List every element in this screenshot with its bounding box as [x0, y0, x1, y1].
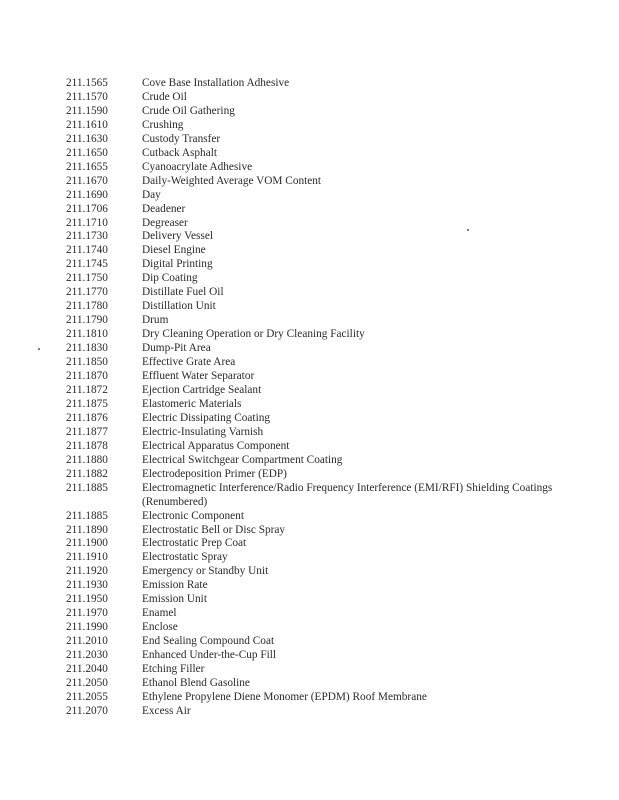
defined-term: Cove Base Installation Adhesive [142, 77, 290, 89]
list-item [66, 356, 596, 370]
list-item [66, 161, 596, 175]
defined-term: End Sealing Compound Coat [142, 635, 275, 648]
section-number: 211.1875 [66, 397, 108, 410]
section-number: 211.1890 [66, 523, 108, 536]
defined-term: Electric Dissipating Coating [142, 411, 271, 424]
list-item [66, 300, 596, 314]
list-item [66, 482, 596, 510]
list-item [66, 635, 596, 649]
section-number: 211.1790 [66, 314, 108, 327]
list-item [66, 398, 596, 412]
list-item [66, 258, 596, 272]
definitions-list [66, 77, 596, 719]
defined-term: Dump-Pit Area [142, 342, 211, 355]
section-number: 211.1745 [66, 258, 108, 271]
defined-term: Effluent Water Separator [142, 370, 255, 383]
defined-term: Crude Oil [142, 90, 187, 103]
section-number: 211.1740 [66, 244, 108, 257]
section-number: 211.1882 [66, 467, 108, 480]
section-number: 211.1950 [66, 593, 108, 606]
section-number: 211.2040 [66, 663, 108, 676]
list-item [66, 77, 596, 91]
defined-term: Custody Transfer [142, 132, 221, 145]
defined-term: Emergency or Standby Unit [142, 565, 269, 578]
list-item [66, 705, 596, 719]
scan-speck [38, 348, 40, 350]
section-number: 211.1910 [66, 551, 108, 564]
list-item [66, 468, 596, 482]
list-item [66, 244, 596, 258]
list-item [66, 440, 596, 454]
list-item [66, 105, 596, 119]
defined-term: Etching Filler [142, 663, 205, 676]
list-item [66, 524, 596, 538]
section-number: 211.2055 [66, 690, 108, 703]
list-item [66, 412, 596, 426]
defined-term: Electric-Insulating Varnish [142, 425, 264, 438]
defined-term: Distillate Fuel Oil [142, 286, 224, 299]
list-item [66, 286, 596, 300]
section-number: 211.2010 [66, 635, 108, 648]
list-item [66, 217, 596, 231]
section-number: 211.1878 [66, 439, 108, 452]
defined-term: Enhanced Under-the-Cup Fill [142, 649, 277, 662]
section-number: 211.1885 [66, 481, 108, 494]
list-item [66, 426, 596, 440]
list-item [66, 272, 596, 286]
list-item [66, 551, 596, 565]
defined-term: Enclose [142, 621, 178, 634]
defined-term: Electrostatic Spray [142, 551, 228, 564]
section-number: 211.1750 [66, 272, 108, 285]
section-number: 211.1780 [66, 300, 108, 313]
list-item [66, 621, 596, 635]
list-item [66, 510, 596, 524]
defined-term: Electrodeposition Primer (EDP) [142, 467, 287, 480]
section-number: 211.1770 [66, 286, 108, 299]
defined-term: Excess Air [142, 704, 191, 717]
list-item [66, 537, 596, 551]
defined-term: Electronic Component [142, 509, 244, 522]
defined-term: Electrical Switchgear Compartment Coating [142, 453, 343, 466]
defined-term: Digital Printing [142, 258, 213, 271]
section-number: 211.1930 [66, 579, 108, 592]
defined-term: Ethanol Blend Gasoline [142, 676, 250, 689]
section-number: 211.1630 [66, 132, 108, 145]
list-item [66, 677, 596, 691]
list-item [66, 454, 596, 468]
list-item [66, 314, 596, 328]
defined-term: Crushing [142, 118, 184, 131]
defined-term: Electrostatic Prep Coat [142, 537, 247, 550]
list-item [66, 203, 596, 217]
section-number: 211.1706 [66, 202, 108, 215]
list-item [66, 328, 596, 342]
section-number: 211.1690 [66, 188, 108, 201]
list-item [66, 230, 596, 244]
defined-term: Electrical Apparatus Component [142, 439, 290, 452]
list-item [66, 607, 596, 621]
section-number: 211.1876 [66, 411, 108, 424]
section-number: 211.2050 [66, 676, 108, 689]
section-number: 211.1885 [66, 509, 108, 522]
section-number: 211.1970 [66, 607, 108, 620]
list-item [66, 189, 596, 203]
defined-term: Crude Oil Gathering [142, 104, 235, 117]
section-number: 211.1565 [66, 77, 108, 89]
section-number: 211.1990 [66, 621, 108, 634]
list-item [66, 91, 596, 105]
section-number: 211.1610 [66, 118, 108, 131]
section-number: 211.1872 [66, 383, 108, 396]
section-number: 211.1570 [66, 90, 108, 103]
defined-term: Emission Rate [142, 579, 208, 592]
defined-term: Elastomeric Materials [142, 397, 242, 410]
list-item [66, 663, 596, 677]
section-number: 211.1730 [66, 230, 108, 243]
section-number: 211.1900 [66, 537, 108, 550]
section-number: 211.1880 [66, 453, 108, 466]
defined-term: Day [142, 188, 161, 201]
section-number: 211.1650 [66, 146, 108, 159]
list-item [66, 175, 596, 189]
defined-term: Dry Cleaning Operation or Dry Cleaning Facility [142, 328, 365, 341]
list-item [66, 370, 596, 384]
defined-term: Electromagnetic Interference/Radio Frequency Interference (EMI/RFI) Shielding Coatings (Renumbered) [142, 481, 553, 508]
defined-term: Cutback Asphalt [142, 146, 217, 159]
list-item [66, 649, 596, 663]
list-item [66, 133, 596, 147]
section-number: 211.1850 [66, 356, 108, 369]
section-number: 211.1710 [66, 216, 108, 229]
section-number: 211.1870 [66, 370, 108, 383]
section-number: 211.1920 [66, 565, 108, 578]
list-item [66, 565, 596, 579]
defined-term: Daily-Weighted Average VOM Content [142, 174, 322, 187]
defined-term: Dip Coating [142, 272, 198, 285]
section-number: 211.1877 [66, 425, 108, 438]
list-item [66, 691, 596, 705]
defined-term: Electrostatic Bell or Disc Spray [142, 523, 286, 536]
section-number: 211.1830 [66, 342, 108, 355]
section-number: 211.2070 [66, 704, 108, 717]
scan-speck [467, 229, 469, 231]
list-item [66, 342, 596, 356]
defined-term: Ejection Cartridge Sealant [142, 383, 262, 396]
section-number: 211.1655 [66, 160, 108, 173]
defined-term: Effective Grate Area [142, 356, 236, 369]
list-item [66, 147, 596, 161]
list-item [66, 593, 596, 607]
defined-term: Cyanoacrylate Adhesive [142, 160, 253, 173]
list-item [66, 119, 596, 133]
defined-term: Enamel [142, 607, 177, 620]
section-number: 211.1670 [66, 174, 108, 187]
defined-term: Emission Unit [142, 593, 207, 606]
defined-term: Ethylene Propylene Diene Monomer (EPDM) Roof Membrane [142, 690, 427, 703]
defined-term: Degreaser [142, 216, 188, 229]
defined-term: Delivery Vessel [142, 230, 214, 243]
defined-term: Distillation Unit [142, 300, 216, 313]
list-item [66, 384, 596, 398]
section-number: 211.2030 [66, 649, 108, 662]
section-number: 211.1590 [66, 104, 108, 117]
list-item [66, 579, 596, 593]
defined-term: Drum [142, 314, 169, 327]
defined-term: Diesel Engine [142, 244, 206, 257]
defined-term: Deadener [142, 202, 186, 215]
section-number: 211.1810 [66, 328, 108, 341]
